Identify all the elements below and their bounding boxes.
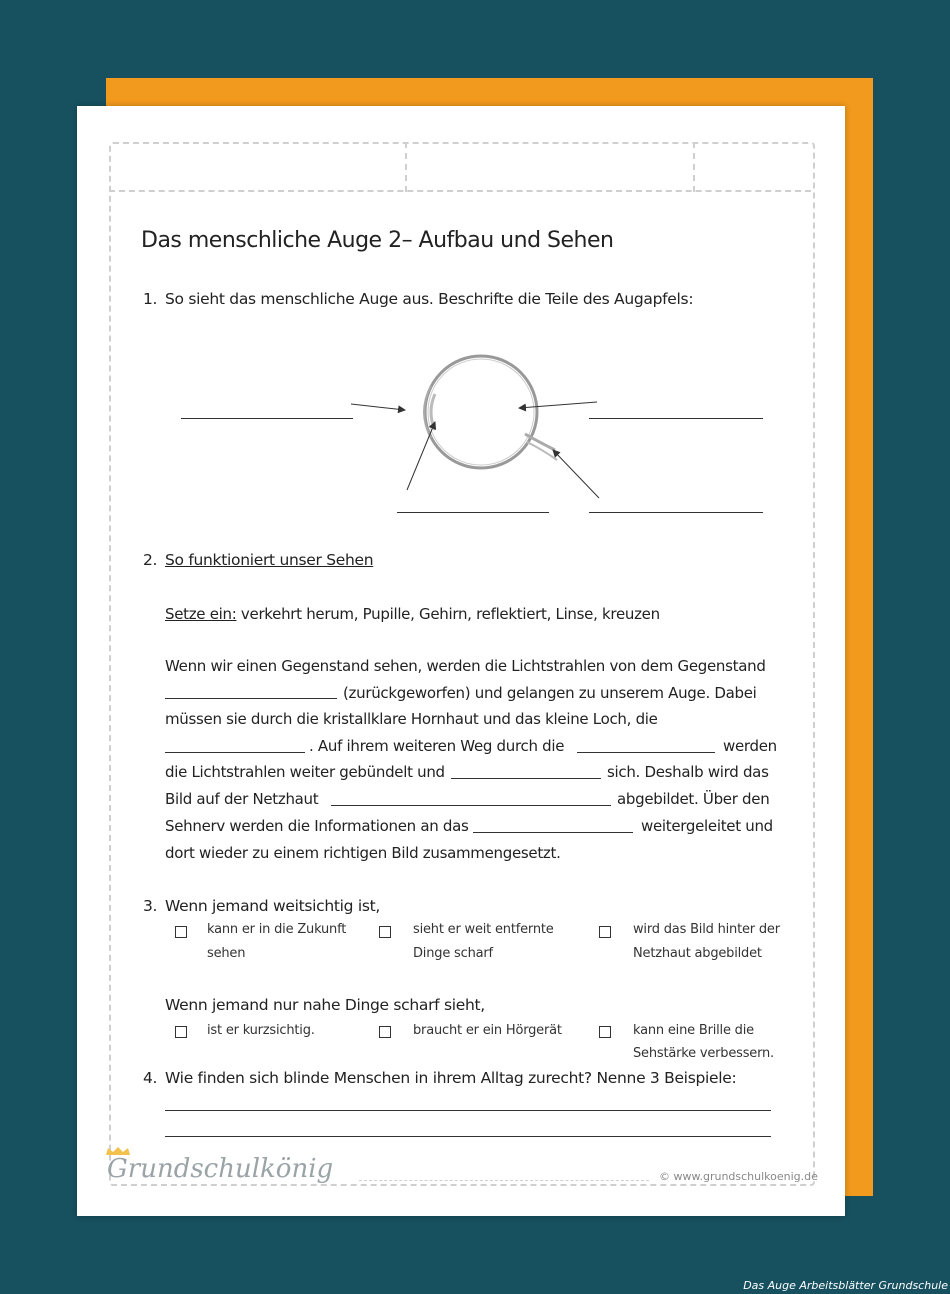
option-text: braucht er ein Hörgerät [413,1023,562,1038]
q2-heading: So funktioniert unser Sehen [165,551,374,569]
blank-verkehrt-herum[interactable] [331,805,611,806]
paragraph-line: weitergeleitet und [641,817,773,835]
option-text: kann er in die Zukunft [207,922,347,937]
checkbox[interactable] [175,1026,187,1038]
header-band [109,142,811,192]
answer-line[interactable] [165,1110,771,1111]
q1-number: 1. [143,290,158,308]
checkbox[interactable] [379,926,391,938]
word-bank-label: Setze ein: [165,605,237,623]
paragraph-line: dort wieder zu einem richtigen Bild zusammengesetzt. [165,844,561,862]
paragraph-line: die Lichtstrahlen weiter gebündelt und [165,763,445,781]
checkbox[interactable] [599,1026,611,1038]
option-text: sieht er weit entfernte [413,922,554,937]
blank-pupille[interactable] [165,752,305,753]
header-divider [405,142,407,192]
q1-text: So sieht das menschliche Auge aus. Beschrifte die Teile des Augapfels: [165,290,694,308]
checkbox[interactable] [379,1026,391,1038]
option-text: Sehstärke verbessern. [633,1046,774,1061]
brand-logo: Grundschulkönig [107,1154,334,1184]
copyright-text: © www.grundschulkoenig.de [659,1170,818,1183]
header-divider [693,142,695,192]
label-line-bottom-left[interactable] [397,512,549,513]
checkbox[interactable] [175,926,187,938]
q4-number: 4. [143,1069,158,1087]
answer-line[interactable] [165,1136,771,1137]
paragraph-line: abgebildet. Über den [617,790,770,808]
checkbox[interactable] [599,926,611,938]
q3-stem-2: Wenn jemand nur nahe Dinge scharf sieht, [165,996,485,1014]
q2-number: 2. [143,551,158,569]
option-text: Dinge scharf [413,946,493,961]
page-title: Das menschliche Auge 2– Aufbau und Sehen [141,228,614,253]
blank-gehirn[interactable] [473,832,633,833]
q4-text: Wie finden sich blinde Menschen in ihrem Alltag zurecht? Nenne 3 Beispiele: [165,1069,737,1087]
q3-number: 3. [143,897,158,915]
label-line-right[interactable] [589,418,763,419]
paragraph-line: Wenn wir einen Gegenstand sehen, werden die Lichtstrahlen von dem Gegenstand [165,657,766,675]
paragraph-line: Bild auf der Netzhaut [165,790,319,808]
footer-divider [359,1180,649,1181]
paragraph-line: werden [723,737,777,755]
q3-stem-1: Wenn jemand weitsichtig ist, [165,897,381,915]
worksheet-page [77,106,845,1216]
paragraph-line: sich. Deshalb wird das [607,763,769,781]
paragraph-line: . Auf ihrem weiteren Weg durch die [309,737,565,755]
paragraph-line: Sehnerv werden die Informationen an das [165,817,469,835]
option-text: sehen [207,946,246,961]
label-line-left[interactable] [181,418,353,419]
image-caption: Das Auge Arbeitsblätter Grundschule [743,1279,948,1292]
paragraph-line: müssen sie durch die kristallklare Hornhaut und das kleine Loch, die [165,710,658,728]
option-text: ist er kurzsichtig. [207,1023,315,1038]
blank-reflektiert[interactable] [165,698,337,699]
paragraph-line: (zurückgeworfen) und gelangen zu unserem Auge. Dabei [343,684,757,702]
blank-linse[interactable] [577,752,715,753]
option-text: kann eine Brille die [633,1023,754,1038]
eye-diagram [347,346,607,516]
word-bank-words: verkehrt herum, Pupille, Gehirn, reflektiert, Linse, kreuzen [236,605,660,623]
blank-kreuzen[interactable] [451,778,601,779]
option-text: Netzhaut abgebildet [633,946,762,961]
word-bank [165,605,660,623]
label-line-bottom-right[interactable] [589,512,763,513]
option-text: wird das Bild hinter der [633,922,780,937]
